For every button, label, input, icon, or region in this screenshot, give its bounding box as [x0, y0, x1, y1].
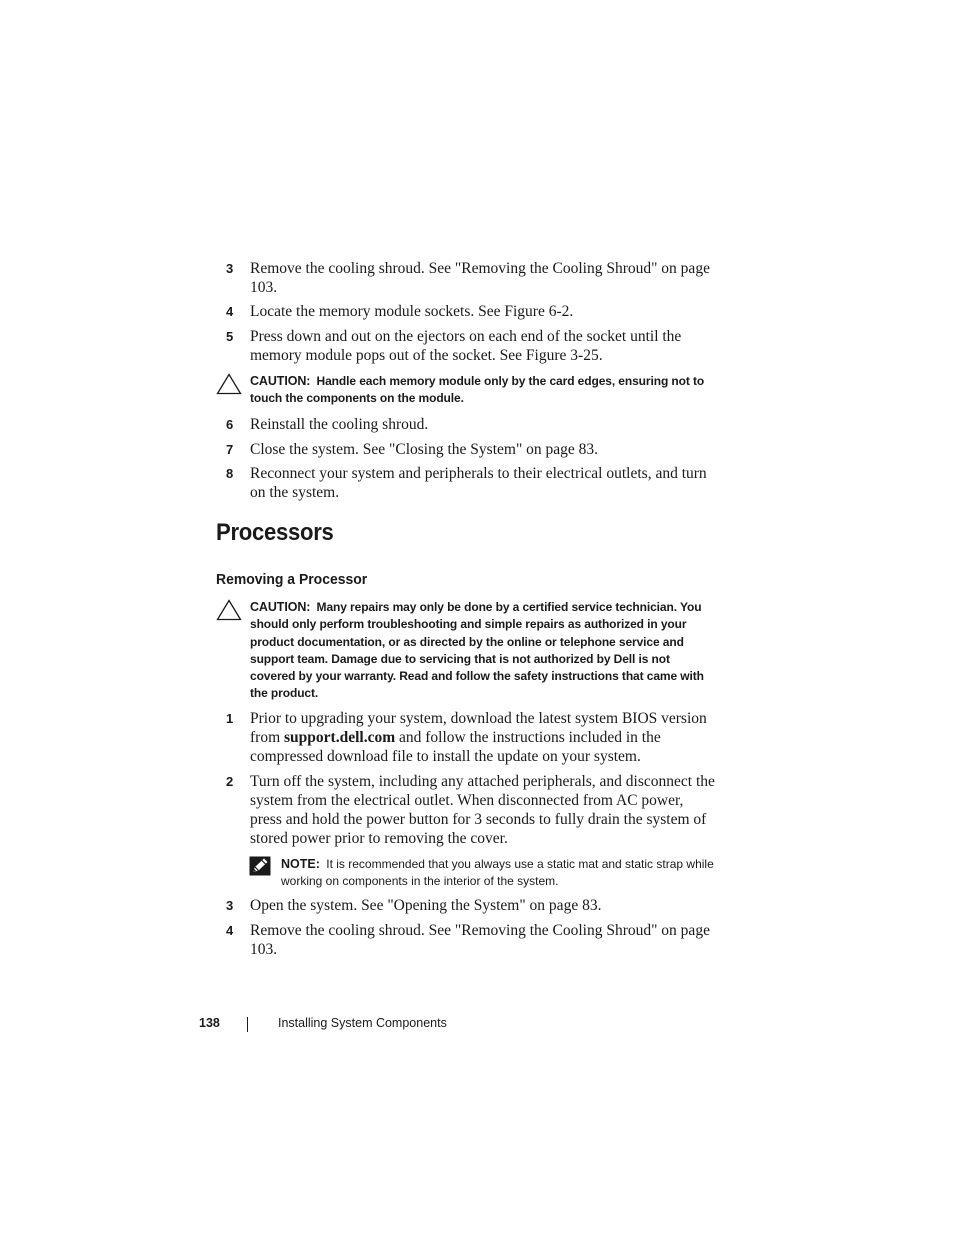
caution-text — [250, 373, 712, 408]
step-text: Remove the cooling shroud. See "Removing the Cooling Shroud" on page 103. — [250, 922, 710, 958]
note-label: NOTE: — [281, 857, 320, 871]
caution-body: Handle each memory module only by the card edges, ensuring not to touch the components on the module. — [250, 374, 705, 406]
step-text: Open the system. See "Opening the System" on page 83. — [250, 897, 602, 914]
page-number: 138 — [199, 1016, 220, 1030]
caution-label: CAUTION: — [250, 374, 311, 388]
support-link[interactable]: support.dell.com — [284, 729, 396, 746]
section-heading: Processors — [216, 519, 334, 546]
step-number: 8 — [226, 466, 234, 481]
step-number: 5 — [226, 329, 234, 344]
step-number: 4 — [226, 923, 234, 938]
caution-body: Many repairs may only be done by a certified service technician. You should only perform troubleshooting and simple repairs as authorized in your product documentation, or as directed by the online or telephone service and support team. Damage due to servicing that is not authorized by Dell is not covered by your warranty. Read and follow the safety instructions that came with the product. — [250, 600, 704, 701]
step-text: Turn off the system, including any attached peripherals, and disconnect the system from the electrical outlet. When disconnected from AC power, press and hold the power button for 3 seconds to fully drain the system of stored power prior to removing the cover. — [250, 773, 715, 847]
step-number: 4 — [226, 304, 234, 319]
step-number: 7 — [226, 442, 234, 457]
caution-triangle-icon — [216, 373, 242, 395]
step-text: Remove the cooling shroud. See "Removing the Cooling Shroud" on page 103. — [250, 260, 710, 296]
caution-text — [250, 599, 712, 703]
step-text — [250, 709, 716, 766]
step-text-part: Prior to upgrading your system, download the latest system BIOS version from — [250, 710, 707, 746]
step-number: 6 — [226, 417, 234, 432]
note-text — [281, 856, 717, 891]
caution-triangle-icon — [216, 599, 242, 621]
step-text-part: and follow the instructions included in the compressed download file to install the update on your system. — [250, 729, 661, 765]
footer-divider — [247, 1017, 248, 1032]
note-body: It is recommended that you always use a static mat and static strap while working on components in the interior of the system. — [281, 857, 714, 889]
note-pencil-icon — [249, 856, 271, 876]
caution-label: CAUTION: — [250, 600, 311, 614]
step-number: 1 — [226, 711, 234, 726]
step-number: 2 — [226, 774, 234, 789]
step-text: Locate the memory module sockets. See Figure 6-2. — [250, 303, 574, 320]
step-number: 3 — [226, 898, 234, 913]
step-number: 3 — [226, 261, 234, 276]
step-text: Close the system. See "Closing the System" on page 83. — [250, 441, 599, 458]
step-text: Reinstall the cooling shroud. — [250, 416, 429, 433]
chapter-title: Installing System Components — [278, 1016, 447, 1030]
subsection-heading: Removing a Processor — [216, 571, 368, 588]
step-text: Reconnect your system and peripherals to their electrical outlets, and turn on the system. — [250, 465, 707, 501]
step-text: Press down and out on the ejectors on each end of the socket until the memory module pops out of the socket. See Figure 3-25. — [250, 328, 682, 364]
